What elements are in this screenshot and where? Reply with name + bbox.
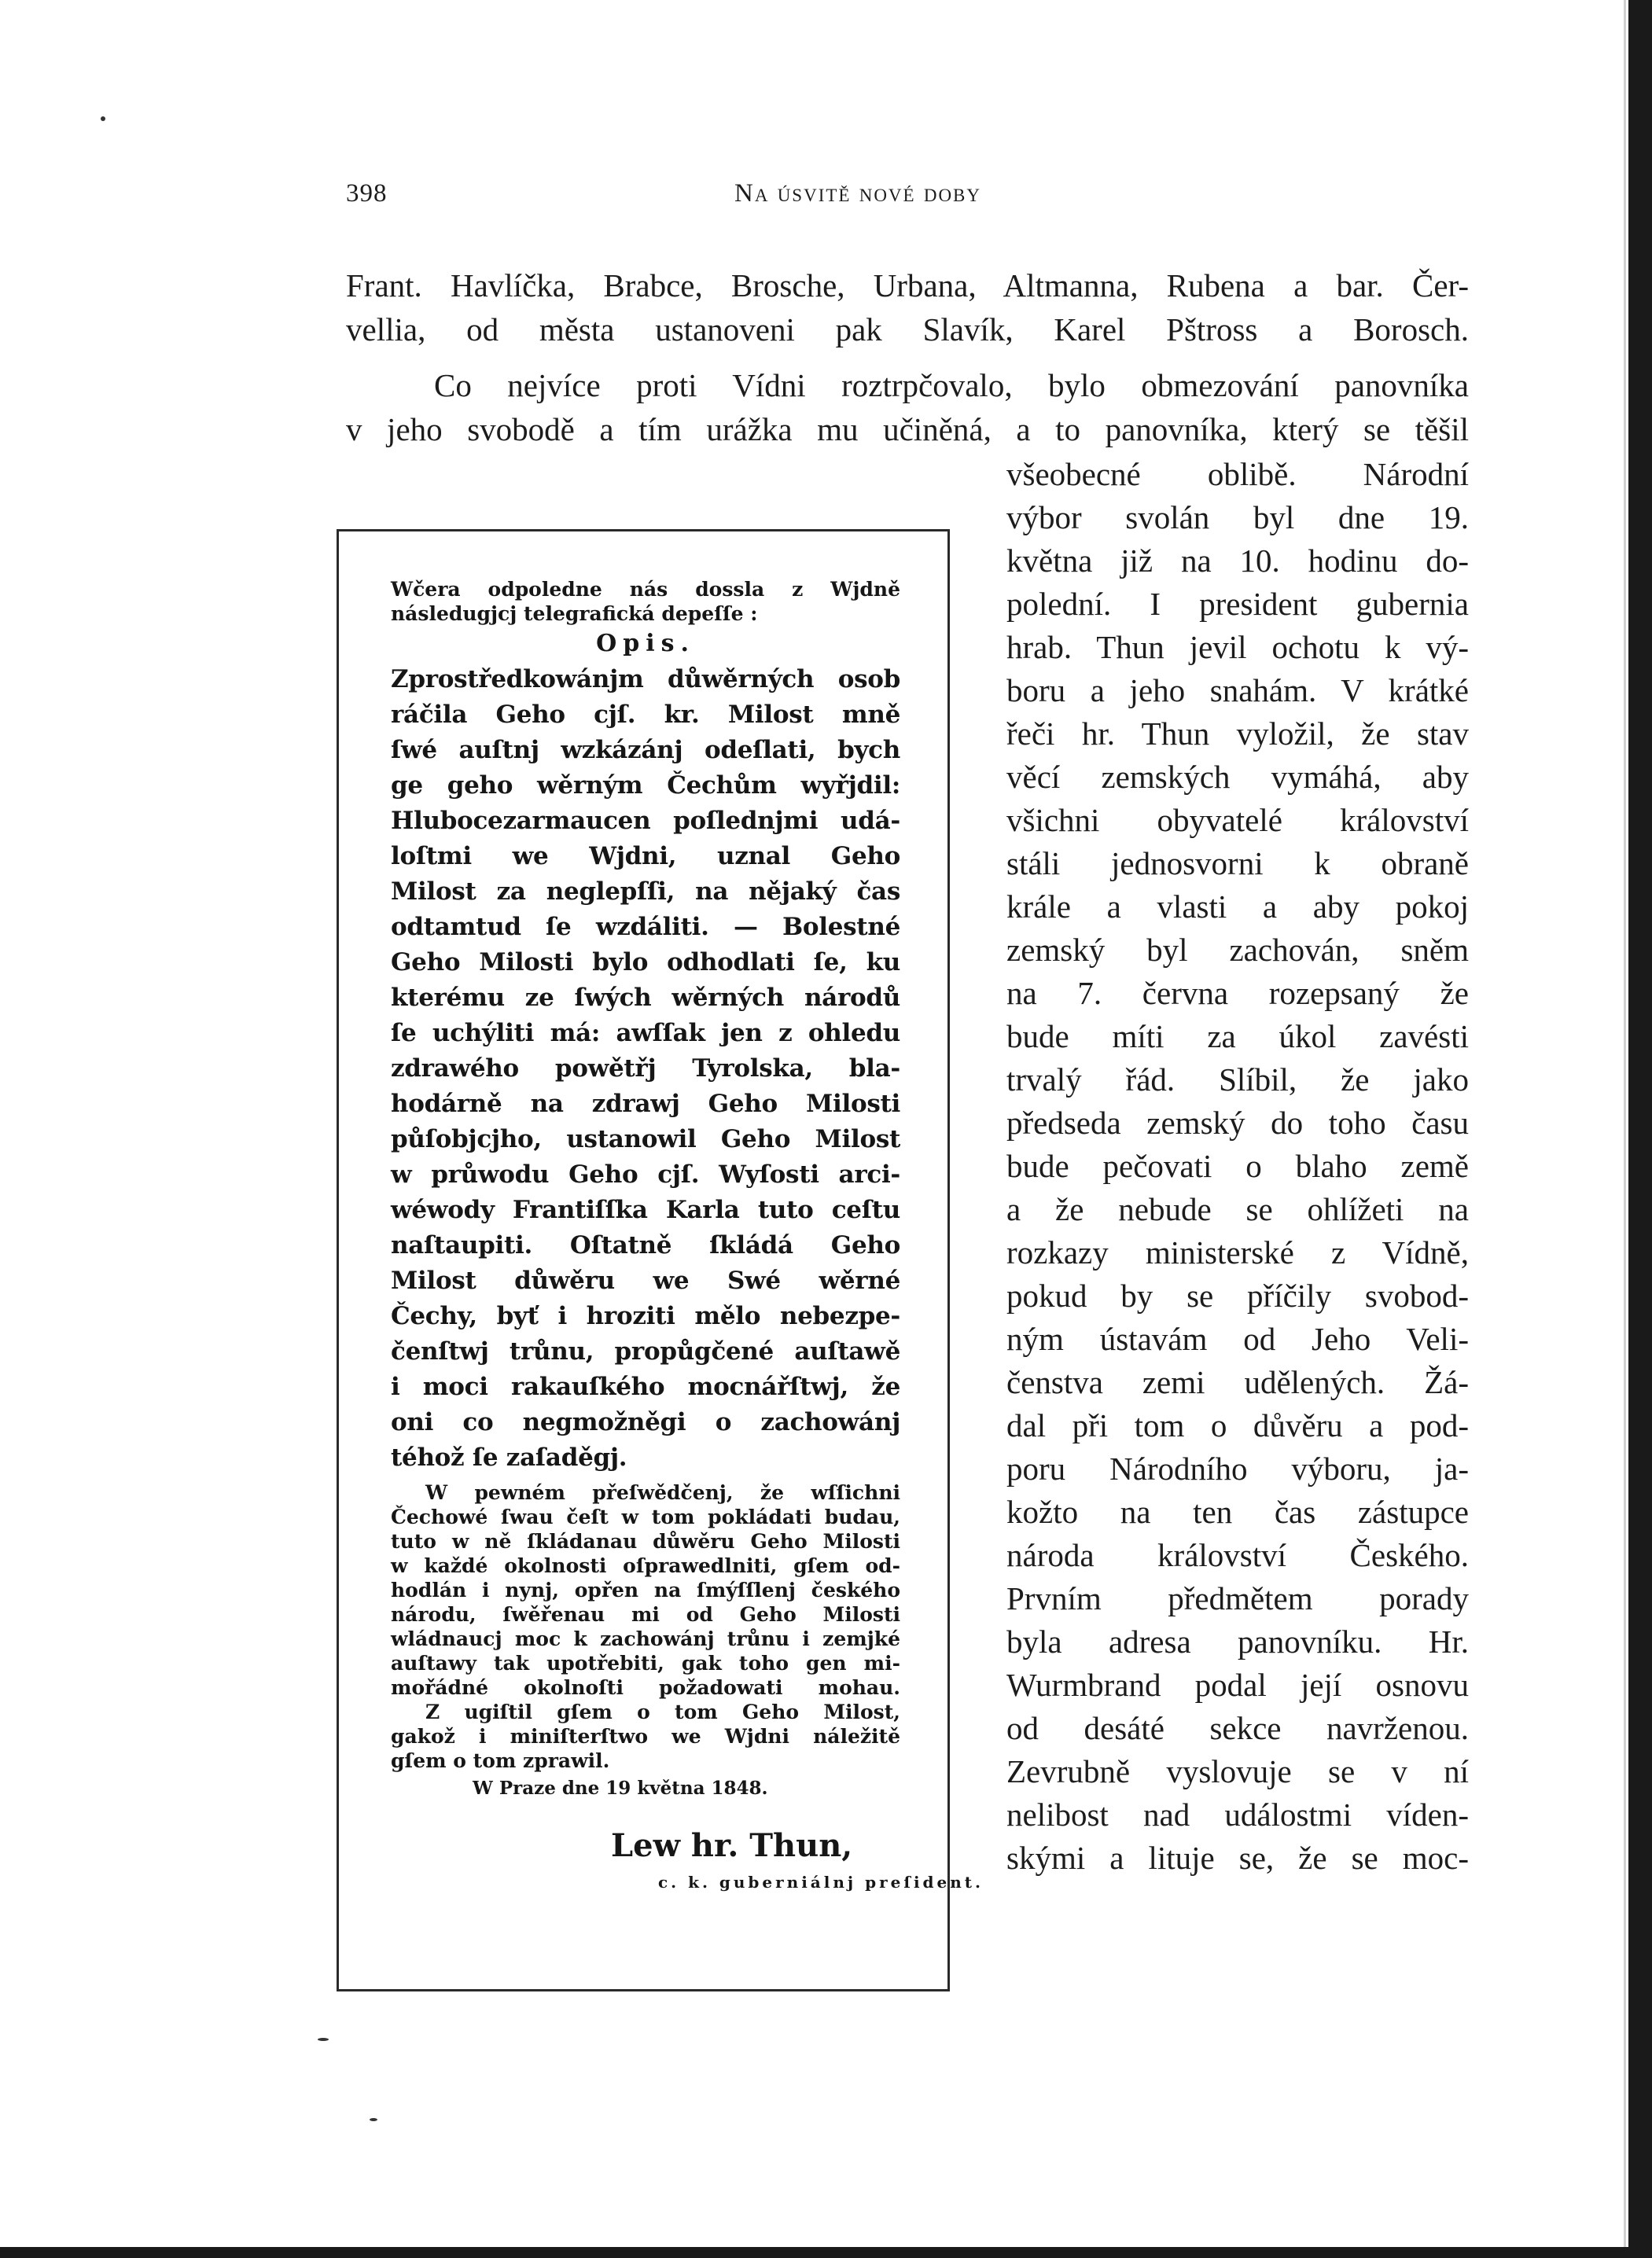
- notice-line: wládnaucj moc k zachowánj trůnu i zemjké: [391, 1627, 900, 1650]
- notice-signature-title: c. k. guberniálnj preſident.: [658, 1873, 984, 1892]
- notice-line: půſobjcjho, ustanowil Geho Milost: [391, 1125, 900, 1153]
- body-line: hrab. Thun jevil ochotu k vý-: [1006, 629, 1469, 665]
- notice-line: oni co negmožněgi o zachowánj: [391, 1408, 900, 1436]
- notice-line: Geho Milosti bylo odhodlati ſe, ku: [391, 948, 900, 976]
- body-line: pokud by se příčily svobod-: [1006, 1278, 1469, 1314]
- notice-signature: Lew hr. Thun,: [611, 1827, 853, 1864]
- body-line: Frant. Havlíčka, Brabce, Brosche, Urbana, Altmanna, Rubena a bar. Čer-: [346, 267, 1469, 303]
- body-line: všeobecné oblibě. Národní: [1006, 456, 1469, 492]
- body-line: od desáté sekce navrženou.: [1006, 1710, 1469, 1746]
- notice-line: Čechy, byť i hroziti mělo nebezpe-: [391, 1302, 900, 1330]
- bottom-edge: [0, 2247, 1652, 2258]
- body-line: bude pečovati o blaho země: [1006, 1148, 1469, 1184]
- notice-line: w průwodu Geho cjſ. Wyſosti arci-: [391, 1160, 900, 1189]
- body-line: čenstva zemi udělených. Žá-: [1006, 1364, 1469, 1400]
- body-line: Zevrubně vyslovuje se v ní: [1006, 1753, 1469, 1789]
- body-line: dal při tom o důvěru a pod-: [1006, 1407, 1469, 1443]
- notice-line: odtamtud ſe wzdáliti. — Bolestné: [391, 913, 900, 941]
- notice-line: i moci rakauſkého mocnářſtwj, že: [391, 1373, 900, 1401]
- body-line: předseda zemský do toho času: [1006, 1105, 1469, 1141]
- body-line: zemský byl zachován, sněm: [1006, 932, 1469, 968]
- telegram-notice-box: [337, 529, 984, 1991]
- body-line: boru a jeho snahám. V krátké: [1006, 672, 1469, 708]
- body-line: národa království Českého.: [1006, 1537, 1469, 1573]
- body-line: nelibost nad událostmi víden-: [1006, 1796, 1469, 1833]
- notice-line: hodárně na zdrawj Geho Milosti: [391, 1090, 900, 1118]
- body-line: trvalý řád. Slíbil, že jako: [1006, 1061, 1469, 1098]
- body-line: vellia, od města ustanoveni pak Slavík, Karel Pštross a Borosch.: [346, 311, 1469, 348]
- notice-line: ge geho wěrným Čechům wyřjdil:: [391, 771, 900, 800]
- page-header: [0, 179, 1652, 211]
- notice-line: tuto w ně ſkládanau důwěru Geho Milosti: [391, 1530, 900, 1553]
- body-column: [1006, 453, 1469, 1880]
- notice-line: ſwé auſtnj wzkázánj odeſlati, bych: [391, 736, 900, 764]
- notice-opis-heading: Opis.: [596, 630, 695, 657]
- body-line: května již na 10. hodinu do-: [1006, 542, 1469, 579]
- body-line: poru Národního výboru, ja-: [1006, 1451, 1469, 1487]
- notice-line: wéwody Frantiſſka Karla tuto ceſtu: [391, 1196, 900, 1224]
- notice-line: Milost za neglepſſi, na nějaký čas: [391, 877, 900, 906]
- notice-line: zdrawého powětřj Tyrolska, bla-: [391, 1054, 900, 1083]
- notice-line: kterému ze ſwých wěrných národů: [391, 984, 900, 1012]
- page-edge: [1628, 0, 1652, 2258]
- body-line: výbor svolán byl dne 19.: [1006, 499, 1469, 535]
- telegram-notice-text: [391, 577, 984, 1896]
- notice-line: hodlán i nynj, opřen na ſmýſſlenj českého: [391, 1579, 900, 1602]
- body-line: rozkazy ministerské z Vídně,: [1006, 1234, 1469, 1271]
- body-line: v jeho svobodě a tím urážka mu učiněná, a to panovníka, který se těšil: [346, 411, 1469, 447]
- body-line: řeči hr. Thun vyložil, že stav: [1006, 715, 1469, 752]
- notice-line: Z ugiſtil gſem o tom Geho Milost,: [425, 1701, 900, 1723]
- notice-line: w každé okolnosti oſprawedlniti, gſem od-: [391, 1554, 900, 1577]
- notice-dateline: W Praze dne 19 května 1848.: [473, 1778, 768, 1799]
- notice-line: ráčila Geho cjſ. kr. Milost mně: [391, 701, 900, 729]
- body-line: kožto na ten čas zástupce: [1006, 1494, 1469, 1530]
- body-line: a že nebude se ohlížeti na: [1006, 1191, 1469, 1227]
- notice-line: naſtaupiti. Oſtatně ſkládá Geho: [391, 1231, 900, 1260]
- notice-line: loſtmi we Wjdni, uznal Geho: [391, 842, 900, 870]
- notice-line: ſe uchýliti má: awſſak jen z ohledu: [391, 1019, 900, 1047]
- running-title: Na úsvitě nové doby: [734, 179, 982, 208]
- notice-line: gakož i miniſterſtwo we Wjdni náležitě: [391, 1725, 900, 1748]
- notice-line: Milost důwěru we Swé wěrné: [391, 1267, 900, 1295]
- notice-line: mořádné okolnoſti požadowati mohau.: [391, 1676, 900, 1699]
- notice-intro-line: Wčera odpoledne nás dossla z Wjdně: [391, 578, 900, 601]
- scan-speck: [101, 116, 105, 121]
- body-line: Co nejvíce proti Vídni roztrpčovalo, bylo obmezování panovníka: [434, 367, 1469, 403]
- body-line: krále a vlasti a aby pokoj: [1006, 888, 1469, 925]
- notice-closing-text: [391, 1480, 900, 1773]
- body-line: na 7. června rozepsaný že: [1006, 975, 1469, 1011]
- notice-line: gſem o tom zprawil.: [391, 1749, 610, 1772]
- scan-speck: [318, 2038, 329, 2041]
- body-line: věcí zemských vymáhá, aby: [1006, 759, 1469, 795]
- notice-line: Čechowé ſwau čeſt w tom pokládati budau,: [391, 1506, 900, 1528]
- notice-line: W pewném přeſwědčenj, že wſſichni: [425, 1481, 900, 1504]
- body-line: Prvním předmětem porady: [1006, 1580, 1469, 1616]
- body-line: stáli jednosvorni k obraně: [1006, 845, 1469, 881]
- body-line: byla adresa panovníku. Hr.: [1006, 1624, 1469, 1660]
- body-line: Wurmbrand podal její osnovu: [1006, 1667, 1469, 1703]
- body-line: polední. I president gubernia: [1006, 586, 1469, 622]
- notice-main-text: [391, 662, 900, 1476]
- scan-speck: [370, 2118, 377, 2121]
- body-line: skými a lituje se, že se moc-: [1006, 1840, 1469, 1876]
- body-line: všichni obyvatelé království: [1006, 802, 1469, 838]
- notice-line: čenſtwj trůnu, propůgčené auſtawě: [391, 1337, 900, 1366]
- notice-line: Zprostředkowánjm důwěrných osob: [391, 665, 900, 693]
- notice-line: téhož ſe zaſaděgj.: [391, 1443, 627, 1472]
- notice-line: auſtawy tak upotřebiti, gak toho gen mi-: [391, 1652, 900, 1675]
- body-line: bude míti za úkol zavésti: [1006, 1018, 1469, 1054]
- body-line: ným ústavám od Jeho Veli-: [1006, 1321, 1469, 1357]
- page-number: 398: [346, 179, 388, 208]
- notice-line: národu, ſwěřenau mi od Geho Milosti: [391, 1603, 900, 1626]
- notice-intro-line: následugjcj telegrafická depeſſe :: [391, 602, 758, 625]
- notice-line: Hlubocezarmaucen poſlednjmi udá-: [391, 807, 900, 835]
